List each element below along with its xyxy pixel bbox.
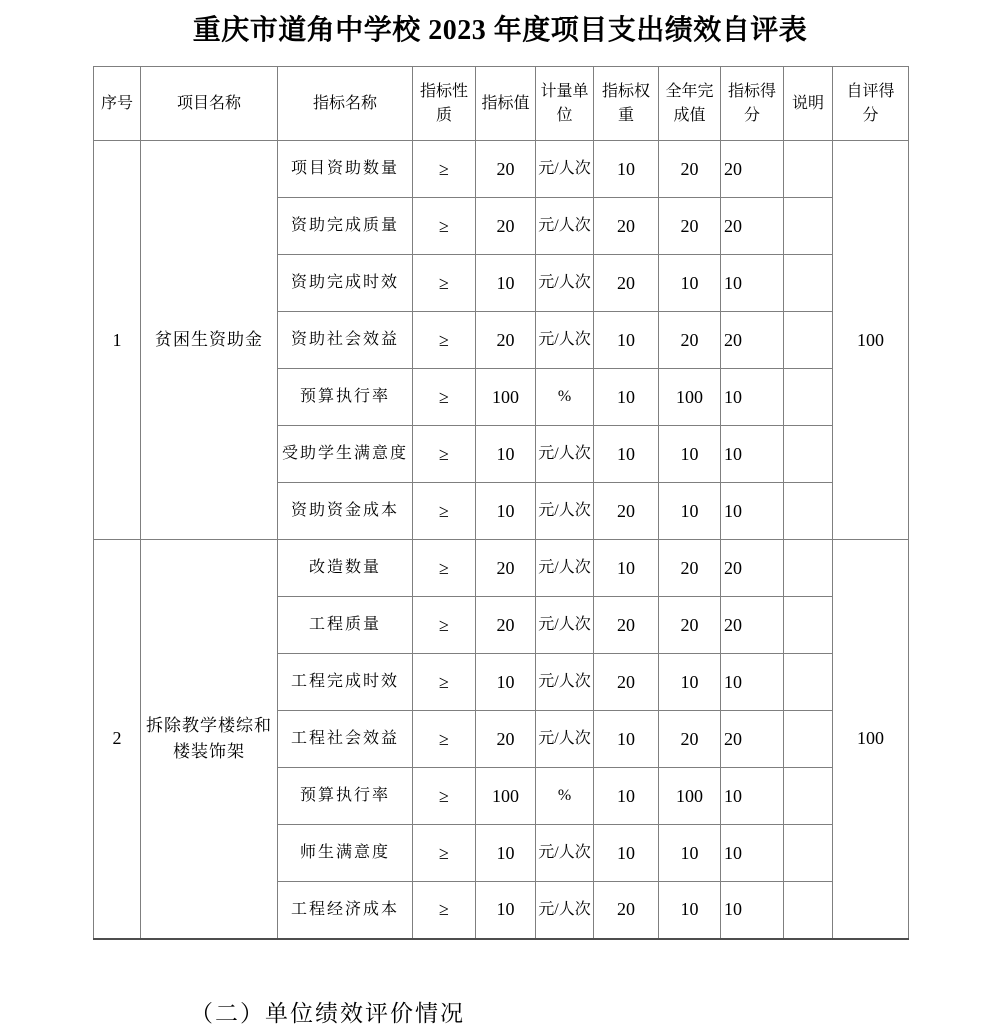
table-row — [94, 141, 909, 198]
weight-cell: 20 — [594, 255, 659, 312]
note-cell — [784, 483, 833, 540]
note-cell — [784, 141, 833, 198]
weight-cell: 10 — [594, 369, 659, 426]
col-header-project-name: 项目名称 — [141, 67, 278, 141]
indicator-value-cell: 20 — [476, 711, 536, 768]
indicator-name-cell: 资助完成时效 — [278, 255, 413, 312]
indicator-nature-cell: ≥ — [413, 369, 476, 426]
indicator-value-cell: 10 — [476, 426, 536, 483]
indicator-score-cell: 20 — [721, 141, 784, 198]
unit-cell: 元/人次 — [536, 483, 594, 540]
weight-cell: 20 — [594, 882, 659, 939]
indicator-nature-cell: ≥ — [413, 768, 476, 825]
indicator-score-cell: 10 — [721, 882, 784, 939]
indicator-value-cell: 10 — [476, 255, 536, 312]
note-cell — [784, 711, 833, 768]
indicator-value-cell: 20 — [476, 540, 536, 597]
indicator-value-cell: 10 — [476, 882, 536, 939]
indicator-score-cell: 20 — [721, 540, 784, 597]
header-row — [94, 67, 909, 141]
weight-cell: 10 — [594, 426, 659, 483]
unit-cell: 元/人次 — [536, 312, 594, 369]
completed-value-cell: 10 — [659, 654, 721, 711]
indicator-score-cell: 10 — [721, 426, 784, 483]
indicator-value-cell: 20 — [476, 198, 536, 255]
indicator-name-cell: 预算执行率 — [278, 768, 413, 825]
indicator-value-cell: 100 — [476, 369, 536, 426]
indicator-nature-cell: ≥ — [413, 255, 476, 312]
col-header-indicator-value: 指标值 — [476, 67, 536, 141]
col-header-indicator-nature: 指标性质 — [413, 67, 476, 141]
indicator-name-cell: 预算执行率 — [278, 369, 413, 426]
unit-cell: % — [536, 369, 594, 426]
weight-cell: 20 — [594, 198, 659, 255]
table-body — [94, 141, 909, 939]
project-name-cell: 贫困生资助金 — [141, 141, 278, 540]
note-cell — [784, 540, 833, 597]
indicator-nature-cell: ≥ — [413, 711, 476, 768]
completed-value-cell: 20 — [659, 597, 721, 654]
weight-cell: 10 — [594, 540, 659, 597]
table-header — [94, 67, 909, 141]
indicator-name-cell: 资助资金成本 — [278, 483, 413, 540]
col-header-indicator-name: 指标名称 — [278, 67, 413, 141]
table-row — [94, 540, 909, 597]
indicator-name-cell: 资助社会效益 — [278, 312, 413, 369]
indicator-nature-cell: ≥ — [413, 654, 476, 711]
unit-cell: 元/人次 — [536, 255, 594, 312]
indicator-nature-cell: ≥ — [413, 141, 476, 198]
indicator-name-cell: 师生满意度 — [278, 825, 413, 882]
weight-cell: 20 — [594, 597, 659, 654]
weight-cell: 10 — [594, 312, 659, 369]
col-header-weight: 指标权重 — [594, 67, 659, 141]
indicator-name-cell: 受助学生满意度 — [278, 426, 413, 483]
completed-value-cell: 20 — [659, 540, 721, 597]
indicator-nature-cell: ≥ — [413, 540, 476, 597]
note-cell — [784, 882, 833, 939]
self-evaluation-table — [93, 66, 909, 940]
indicator-value-cell: 20 — [476, 141, 536, 198]
weight-cell: 20 — [594, 483, 659, 540]
unit-cell: 元/人次 — [536, 198, 594, 255]
weight-cell: 10 — [594, 768, 659, 825]
completed-value-cell: 20 — [659, 312, 721, 369]
indicator-name-cell: 项目资助数量 — [278, 141, 413, 198]
indicator-value-cell: 20 — [476, 597, 536, 654]
unit-cell: 元/人次 — [536, 882, 594, 939]
note-cell — [784, 369, 833, 426]
col-header-self-score: 自评得分 — [833, 67, 909, 141]
note-cell — [784, 198, 833, 255]
indicator-value-cell: 10 — [476, 483, 536, 540]
serial-cell: 1 — [94, 141, 141, 540]
indicator-score-cell: 10 — [721, 255, 784, 312]
unit-cell: 元/人次 — [536, 540, 594, 597]
indicator-name-cell: 工程完成时效 — [278, 654, 413, 711]
indicator-name-cell: 资助完成质量 — [278, 198, 413, 255]
indicator-value-cell: 10 — [476, 825, 536, 882]
weight-cell: 10 — [594, 141, 659, 198]
self-score-cell: 100 — [833, 141, 909, 540]
weight-cell: 10 — [594, 711, 659, 768]
note-cell — [784, 426, 833, 483]
weight-cell: 10 — [594, 825, 659, 882]
col-header-annual-completion: 全年完成值 — [659, 67, 721, 141]
indicator-value-cell: 20 — [476, 312, 536, 369]
indicator-score-cell: 20 — [721, 312, 784, 369]
indicator-nature-cell: ≥ — [413, 597, 476, 654]
indicator-nature-cell: ≥ — [413, 198, 476, 255]
completed-value-cell: 10 — [659, 825, 721, 882]
completed-value-cell: 100 — [659, 768, 721, 825]
completed-value-cell: 20 — [659, 711, 721, 768]
indicator-name-cell: 工程社会效益 — [278, 711, 413, 768]
self-score-cell: 100 — [833, 540, 909, 939]
serial-cell: 2 — [94, 540, 141, 939]
unit-cell: 元/人次 — [536, 597, 594, 654]
indicator-nature-cell: ≥ — [413, 882, 476, 939]
indicator-score-cell: 10 — [721, 825, 784, 882]
unit-cell: 元/人次 — [536, 426, 594, 483]
note-cell — [784, 312, 833, 369]
note-cell — [784, 597, 833, 654]
weight-cell: 20 — [594, 654, 659, 711]
indicator-score-cell: 10 — [721, 654, 784, 711]
document-title: 重庆市道角中学校 2023 年度项目支出绩效自评表 — [192, 15, 808, 46]
unit-cell: % — [536, 768, 594, 825]
note-cell — [784, 654, 833, 711]
completed-value-cell: 20 — [659, 141, 721, 198]
unit-cell: 元/人次 — [536, 711, 594, 768]
indicator-nature-cell: ≥ — [413, 312, 476, 369]
indicator-name-cell: 工程质量 — [278, 597, 413, 654]
indicator-score-cell: 10 — [721, 768, 784, 825]
indicator-value-cell: 100 — [476, 768, 536, 825]
note-cell — [784, 255, 833, 312]
col-header-indicator-score: 指标得分 — [721, 67, 784, 141]
completed-value-cell: 20 — [659, 198, 721, 255]
unit-cell: 元/人次 — [536, 654, 594, 711]
indicator-nature-cell: ≥ — [413, 426, 476, 483]
unit-cell: 元/人次 — [536, 825, 594, 882]
col-header-serial: 序号 — [94, 67, 141, 141]
section-heading: （二）单位绩效评价情况 — [190, 1001, 465, 1026]
project-name-cell: 拆除教学楼综和楼装饰架 — [141, 540, 278, 939]
indicator-score-cell: 10 — [721, 369, 784, 426]
indicator-nature-cell: ≥ — [413, 483, 476, 540]
col-header-note: 说明 — [784, 67, 833, 141]
note-cell — [784, 825, 833, 882]
indicator-value-cell: 10 — [476, 654, 536, 711]
completed-value-cell: 10 — [659, 882, 721, 939]
indicator-name-cell: 改造数量 — [278, 540, 413, 597]
note-cell — [784, 768, 833, 825]
completed-value-cell: 10 — [659, 426, 721, 483]
completed-value-cell: 10 — [659, 255, 721, 312]
col-header-unit: 计量单位 — [536, 67, 594, 141]
indicator-name-cell: 工程经济成本 — [278, 882, 413, 939]
completed-value-cell: 100 — [659, 369, 721, 426]
indicator-score-cell: 20 — [721, 711, 784, 768]
indicator-score-cell: 10 — [721, 483, 784, 540]
completed-value-cell: 10 — [659, 483, 721, 540]
indicator-score-cell: 20 — [721, 597, 784, 654]
indicator-nature-cell: ≥ — [413, 825, 476, 882]
unit-cell: 元/人次 — [536, 141, 594, 198]
indicator-score-cell: 20 — [721, 198, 784, 255]
